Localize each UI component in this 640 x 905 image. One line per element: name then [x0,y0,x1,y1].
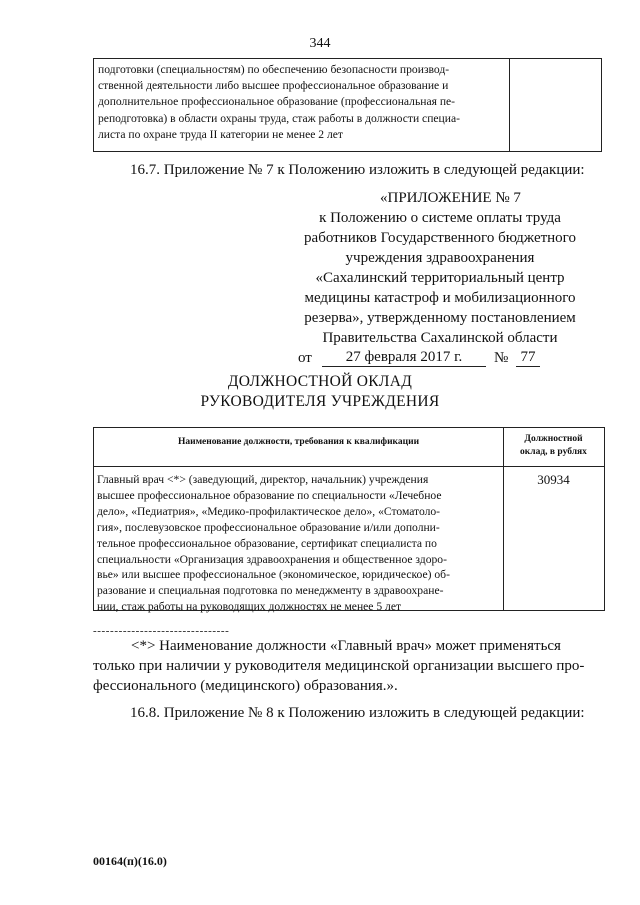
table-line: дело», «Педиатрия», «Медико-профилактическое дело», «Стоматоло- [97,504,441,518]
table-line: высшее профессиональное образование по специальности «Лечебное [97,488,442,502]
appendix-line: учреждения здравоохранения [345,250,535,266]
table-line: ственной деятельности либо высшее профессиональное образование и [98,79,449,93]
footnote [93,636,598,696]
paragraph-16-7: 16.7. Приложение № 7 к Положению изложить в следующей редакции: [130,162,585,178]
appendix-header [240,188,640,368]
salary-table [93,427,605,614]
table-line: нии, стаж работы на руководящих должностях не менее 5 лет [97,600,402,614]
table-divider [509,59,510,151]
header-salary [503,433,604,459]
salary-value: 30934 [537,472,570,487]
header-divider [94,466,604,467]
page-number: 344 [309,36,331,51]
table-line: Главный врач <*> (заведующий, директор, начальник) учреждения [97,473,429,486]
table-line: дополнительное профессиональное образование (профессиональная пе- [98,95,456,109]
table-line: специальности «Организация здравоохранения и общественное здоро- [97,552,447,566]
table-line: вье» или высшее профессиональное (экономическое, юридическое) об- [97,568,450,582]
appendix-title: «ПРИЛОЖЕНИЕ № 7 [380,190,521,206]
document-code: 00164(п)(16.0) [93,854,167,868]
title-line-2: РУКОВОДИТЕЛЯ УЧРЕЖДЕНИЯ [200,393,440,410]
continuation-table-cell [98,62,502,143]
footnote-line: только при наличии у руководителя медицинской организации высшего про- [93,658,585,674]
header-position: Наименование должности, требования к квалификации [177,437,420,447]
table-line: гия», послевузовское профессиональное образование и/или дополни- [97,520,440,534]
appendix-line: резерва», утвержденному постановлением [304,310,576,326]
appendix-line: Правительства Сахалинской области [322,330,558,346]
footnote-line: фессионального (медицинского) образования.». [93,678,398,694]
appendix-line: медицины катастроф и мобилизационного [304,290,576,306]
title-line-1: ДОЛЖНОСТНОЙ ОКЛАД [227,373,413,390]
table-line: реподготовка) в области охраны труда, стаж работы в должности специа- [98,111,460,125]
appendix-line: к Положению о системе оплаты труда [319,210,561,226]
date-prefix: от [298,350,312,366]
paragraph-16-8: 16.8. Приложение № 8 к Положению изложить в следующей редакции: [130,705,585,721]
table-line: подготовки (специальностям) по обеспечению безопасности производ- [98,63,450,76]
header-salary-line: оклад, в рублях [520,447,587,457]
header-salary-line: Должностной [524,434,583,444]
table-line: разование и специальная подготовка по менеджменту в здравоохране- [97,584,444,598]
appendix-line: «Сахалинский территориальный центр [315,270,565,286]
table-line: тельное профессиональное образование, сертификат специалиста по [97,536,437,550]
table-line: листа по охране труда II категории не менее 2 лет [98,127,343,141]
column-divider [503,428,504,610]
appendix-line: работников Государственного бюджетного [304,230,576,246]
footnote-separator: -------------------------------- [93,625,230,637]
footnote-line: <*> Наименование должности «Главный врач» может применяться [131,638,561,654]
document-title [0,372,640,412]
position-requirements [97,472,497,615]
appendix-date-line [240,348,640,368]
decree-number: 77 [516,348,540,367]
continuation-table [93,58,602,152]
number-prefix: № [494,350,509,366]
decree-date: 27 февраля 2017 г. [322,348,486,367]
